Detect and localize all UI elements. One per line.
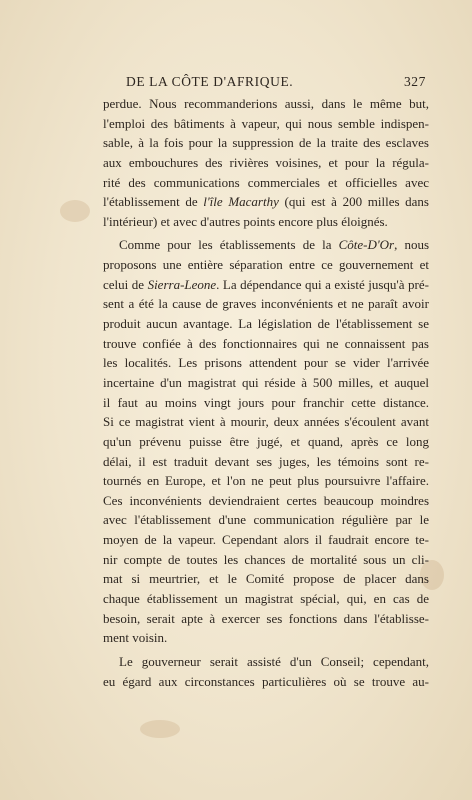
text-line: délai, il est traduit devant ses juges, les témoins sont re- [103,453,429,469]
text-line: moyen de la vapeur. Cependant alors il faudrait encore te- [103,532,429,548]
text-line: eu égard aux circonstances particulières où se trouve au- [103,673,429,689]
running-title: DE LA CÔTE D'AFRIQUE. [126,74,294,89]
italic-term: Côte-D'Or [338,237,395,253]
page-number: 327 [403,74,426,89]
text-line: il faut au moins vingt jours pour franchir cette distance. [103,394,429,410]
text-line: l'intérieur) et avec d'autres points encore plus éloignés. [103,213,388,229]
text-line: ment voisin. [103,630,168,646]
text-line: les localités. Les prisons attendent pour se vider l'arrivée [103,355,429,371]
text-line: l'établissement de l'île Macarthy (qui est à 200 milles dans [103,194,429,210]
text-line: avec l'établissement d'une communication régulière par le [103,512,429,528]
paragraph [103,652,429,691]
text-line: besoin, serait apte à exercer ses fonctions dans l'établisse- [103,610,429,626]
text-line: chaque établissement un magistrat spécial, qui, en cas de [103,591,429,607]
paragraph [103,94,429,231]
text-line: Si ce magistrat vient à mourir, deux années s'écoulent avant [103,414,429,430]
text-line: l'emploi des bâtiments à vapeur, qui nous semble indispen- [103,115,429,131]
paragraph [103,235,429,647]
text-line: celui de Sierra-Leone. La dépendance qui a existé jusqu'à pré- [103,276,429,292]
italic-term: Sierra-Leone [147,276,217,292]
text-line: proposons une entière séparation entre ce gouvernement et [103,257,429,273]
text-line: Comme pour les établissements de la Côte-D'Or, nous [119,237,429,253]
page-header [104,74,426,92]
text-line: rité des communications commerciales et officielles avec [103,174,429,190]
foxing-stain [60,200,90,222]
text-line: sable, à la fois pour la suppression de la traite des esclaves [103,135,429,151]
italic-term: l'île Macarthy [203,194,279,210]
text-line: qu'un prévenu puisse être jugé, et quand, après ce long [103,433,429,449]
text-line: trouve confiée à des fonctionnaires qui ne connaissent pas [103,335,429,351]
text-line: sent a été la cause de graves inconvénients et ne paraît avoir [103,296,429,312]
body-text [103,94,429,691]
text-line: perdue. Nous recommanderions aussi, dans le même but, [103,96,429,111]
foxing-stain [140,720,180,738]
text-line: incertaine d'un magistrat qui réside à 500 milles, et auquel [103,374,429,390]
text-line: Le gouverneur serait assisté d'un Conseil; cependant, [119,653,429,669]
text-line: tournés en Europe, et l'on ne peut plus poursuivre l'affaire. [103,473,429,489]
text-line: Ces inconvénients deviendraient certes beaucoup moindres [103,492,429,508]
text-line: mat si meurtrier, et le Comité propose de placer dans [103,571,429,587]
text-line: nir compte de toutes les chances de mortalité sous un cli- [103,551,429,567]
text-line: produit aucun avantage. La législation de l'établissement se [103,316,429,332]
text-line: aux embouchures des rivières voisines, et pour la régula- [103,154,429,170]
